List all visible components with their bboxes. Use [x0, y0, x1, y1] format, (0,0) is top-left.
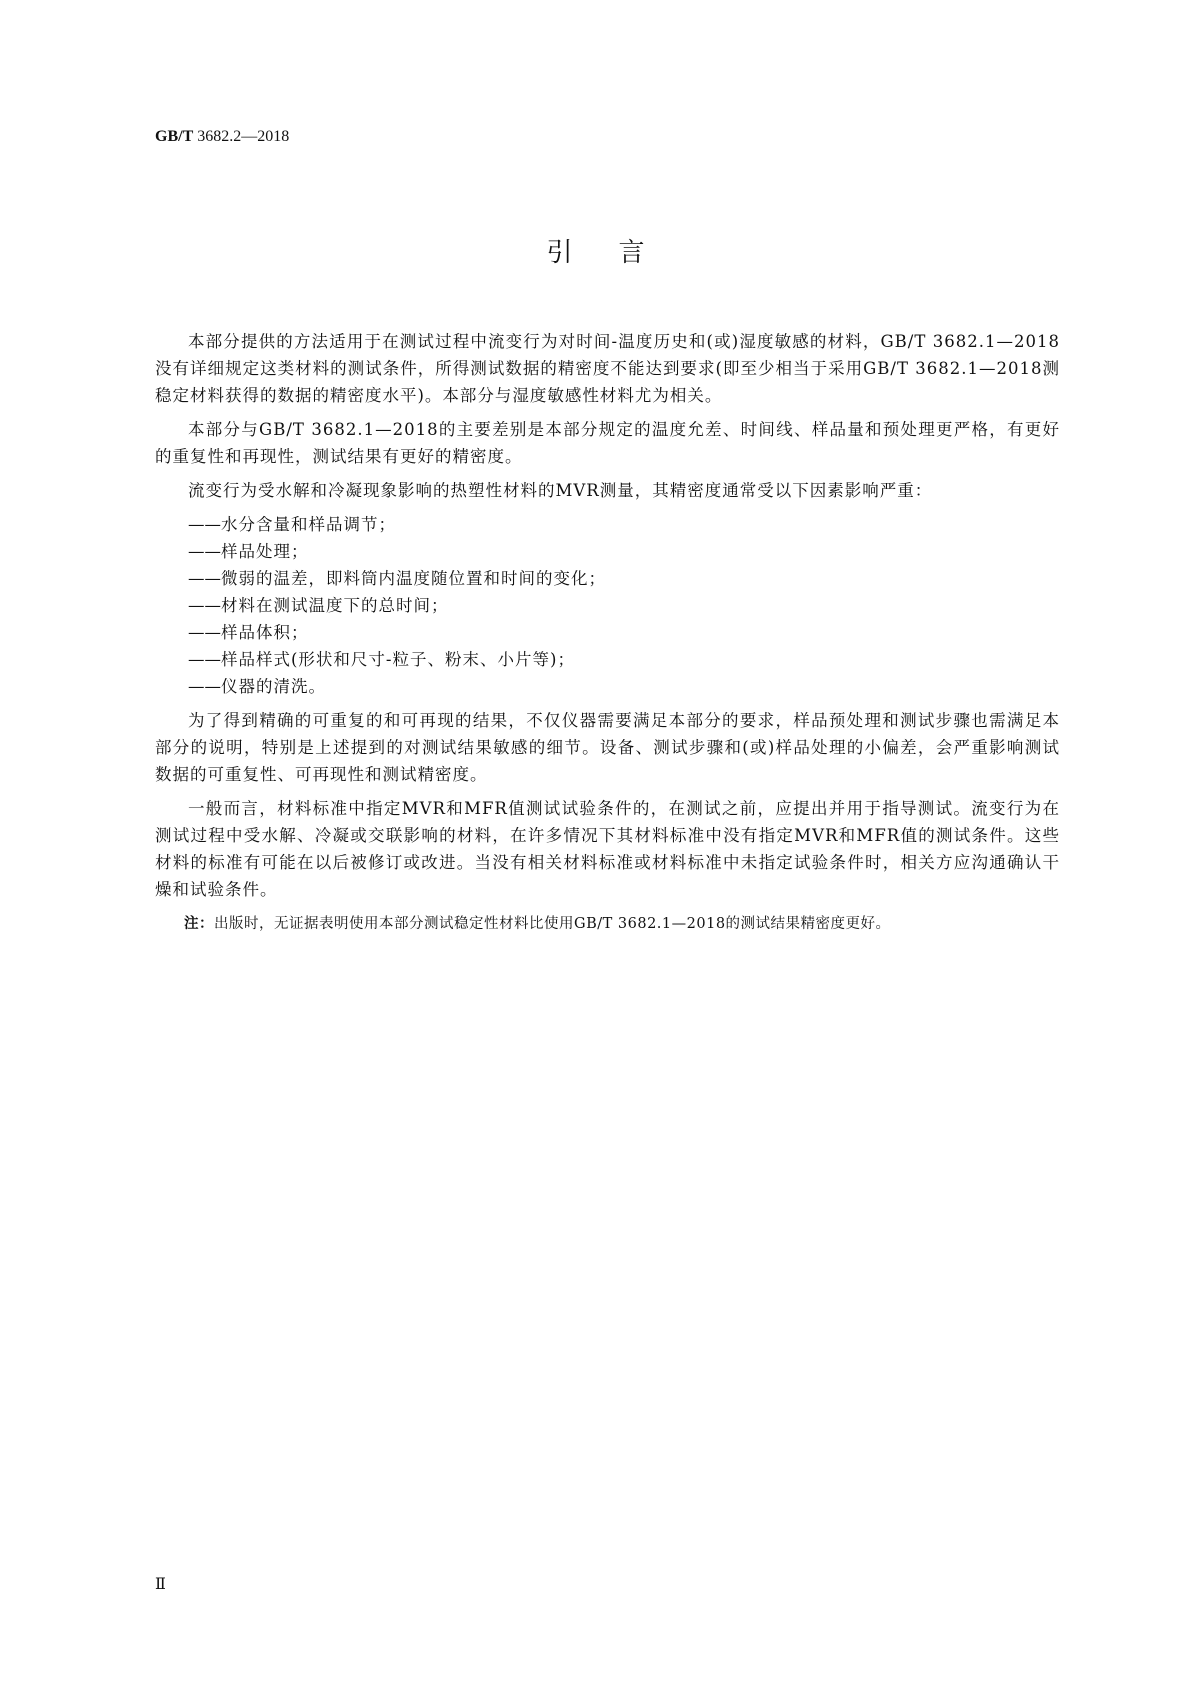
list-dash: —— [188, 515, 221, 534]
list-item-text: 水分含量和样品调节； [221, 515, 396, 534]
page-number: Ⅱ [155, 1576, 166, 1593]
list-dash: —— [188, 569, 221, 588]
list-dash: —— [188, 650, 221, 669]
factor-list [155, 511, 1060, 700]
list-dash: —— [188, 542, 221, 561]
paragraph: 本部分提供的方法适用于在测试过程中流变行为对时间-温度历史和(或)湿度敏感的材料，GB/T 3682.1—2018没有详细规定这类材料的测试条件，所得测试数据的精密度不能达到要求(即至少相当于采用GB/T 3682.1—2018测稳定材料获得的数据的精密度水平)。本部分与湿度敏感性材料尤为相关。 [155, 332, 1060, 405]
list-dash: —— [188, 623, 221, 642]
list-item [188, 673, 1060, 700]
list-item [188, 511, 1060, 538]
list-item [188, 646, 1060, 673]
list-item [188, 619, 1060, 646]
list-dash: —— [188, 596, 221, 615]
list-item-text: 仪器的清洗。 [221, 677, 326, 696]
paragraph: 为了得到精确的可重复的和可再现的结果，不仅仪器需要满足本部分的要求，样品预处理和测试步骤也需满足本部分的说明，特别是上述提到的对测试结果敏感的细节。设备、测试步骤和(或)样品处理的小偏差，会严重影响测试数据的可重复性、可再现性和测试精密度。 [155, 711, 1060, 784]
list-item-text: 样品处理； [221, 542, 309, 561]
paragraph: 本部分与GB/T 3682.1—2018的主要差别是本部分规定的温度允差、时间线、样品量和预处理更严格，有更好的重复性和再现性，测试结果有更好的精密度。 [155, 420, 1060, 466]
paragraph: 流变行为受水解和冷凝现象影响的热塑性材料的MVR测量，其精密度通常受以下因素影响严重： [188, 481, 933, 500]
list-item [188, 592, 1060, 619]
list-item-text: 样品样式(形状和尺寸-粒子、粉末、小片等)； [221, 650, 575, 669]
document-body [155, 328, 1060, 938]
list-item-text: 材料在测试温度下的总时间； [221, 596, 449, 615]
note-label: 注： [184, 915, 214, 932]
standard-number: 3682.2—2018 [197, 128, 290, 145]
list-item-text: 微弱的温差，即料筒内温度随位置和时间的变化； [221, 569, 606, 588]
list-item [188, 538, 1060, 565]
note [155, 910, 1060, 938]
standard-code: GB/T [155, 128, 194, 145]
list-item-text: 样品体积； [221, 623, 309, 642]
list-item [188, 565, 1060, 592]
list-dash: —— [188, 677, 221, 696]
paragraph: 一般而言，材料标准中指定MVR和MFR值测试试验条件的，在测试之前，应提出并用于指导测试。流变行为在测试过程中受水解、冷凝或交联影响的材料，在许多情况下其材料标准中没有指定MVR和MFR值的测试条件。这些材料的标准有可能在以后被修订或改进。当没有相关材料标准或材料标准中未指定试验条件时，相关方应沟通确认干燥和试验条件。 [155, 799, 1060, 899]
note-text: 出版时，无证据表明使用本部分测试稳定性材料比使用GB/T 3682.1—2018的测试结果精密度更好。 [214, 916, 891, 932]
page-title: 引言 [546, 238, 691, 268]
document-header [155, 128, 289, 146]
